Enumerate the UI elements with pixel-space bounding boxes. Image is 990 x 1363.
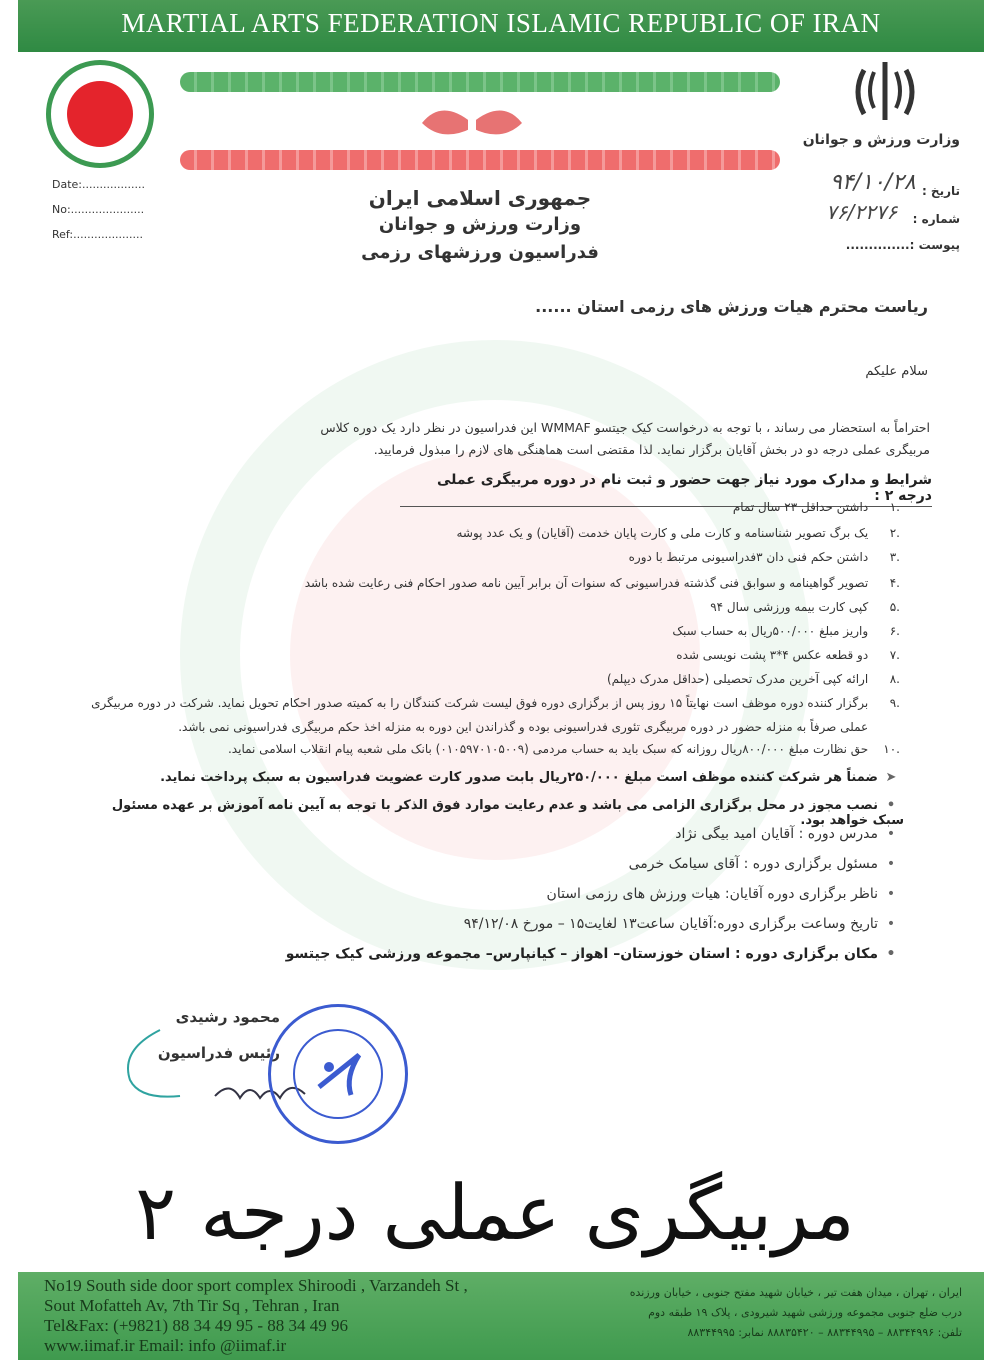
note-text: ضمناً هر شرکت کننده موظف است مبلغ ۲۵۰/۰۰۰ریال بابت صدور کارت عضویت فدراسیون به سبک پرداخت نماید.	[160, 770, 878, 785]
footer-web-en: www.iimaf.ir Email: info @iimaf.ir	[44, 1336, 287, 1355]
bullet-icon: •	[886, 886, 896, 902]
addressee: ریاست محترم هیات ورزش های رزمی استان ......	[535, 297, 928, 316]
bullet-icon: •	[886, 946, 896, 962]
seal-figure-icon	[311, 1047, 367, 1103]
footer-phone-fa: تلفن: ۸۸۳۴۴۹۹۶ – ۸۸۳۴۴۹۹۵ – ۸۸۸۳۵۴۲۰ نمابر: ۸۸۳۴۴۹۹۵	[687, 1326, 962, 1339]
requirement-number: .۹	[889, 696, 900, 710]
number-field: No:.....................	[52, 203, 145, 216]
requirement-number: .۱۰	[883, 742, 900, 756]
requirement-item	[60, 742, 900, 756]
requirement-item	[60, 526, 900, 540]
requirement-text: دو قطعه عکس ۴*۳ پشت نویسی شده	[676, 648, 869, 662]
requirement-text: کپی کارت بیمه ورزشی سال ۹۴	[710, 600, 869, 614]
intro-line: مربیگری عملی درجه دو در بخش آقایان برگزار نماید. لذا مقتضی است هماهنگی های لازم را مبذول فرمایید.	[373, 442, 930, 457]
requirement-text: واریز مبلغ ۵۰۰/۰۰۰ریال به حساب سبک	[672, 624, 869, 638]
footer-address-fa: درب ضلع جنوبی مجموعه ورزشی شهید شیرودی ، پلاک ۱۹ طبقه دوم	[648, 1306, 962, 1319]
course-detail-text: مسئول برگزاری دوره : آقای سیامک خرمی	[628, 856, 878, 872]
requirement-text: تصویر گواهینامه و سوابق فنی گذشته فدراسیونی که سنوات آن برابر آیین نامه صدور احکام فنی رعایت شده باشد	[304, 576, 869, 590]
course-detail	[200, 856, 904, 872]
requirement-text: عملی صرفاً به منزله حضور در دوره مربیگری تئوری فدراسیونی بوده و گذراندن این دوره به منزله اخذ حکم مربیگری فدراسیونی نمی باشد.	[178, 720, 869, 734]
note-line	[90, 770, 904, 785]
requirement-item	[60, 624, 900, 638]
requirement-number: .۶	[889, 624, 900, 638]
flag-green-stripe	[180, 72, 780, 92]
requirement-text: یک برگ تصویر شناسنامه و کارت ملی و کارت پایان خدمت (آقایان) و یک عدد پوشه	[456, 526, 869, 540]
greeting: سلام علیکم	[865, 364, 928, 379]
requirement-number: .۷	[889, 648, 900, 662]
course-detail	[200, 946, 904, 962]
ministry-label: وزارت ورزش و جوانان	[802, 132, 960, 148]
requirement-item	[60, 696, 900, 710]
bullet-icon: •	[886, 856, 896, 872]
intro-line: احتراماً به استحضار می رساند ، با توجه به درخواست کیک جیتسو WMMAF این فدراسیون در نظر دارد یک دوره کلاس	[320, 420, 930, 435]
requirement-text: حق نظارت مبلغ ۸۰۰/۰۰۰ریال روزانه که سبک باید به حساب مردمی (۰۱۰۵۹۷۰۱۰۵۰۰۹) بانک ملی شعبه پیام انقلاب اسلامی نماید.	[227, 742, 869, 756]
course-detail-text: تاریخ وساعت برگزاری دوره:آقایان ساعت۱۳ لغایت۱۵ – مورخ ۹۴/۱۲/۰۸	[463, 916, 878, 932]
header-line-ministry: وزارت ورزش و جوانان	[378, 214, 582, 235]
requirement-number: .۴	[889, 576, 900, 590]
signer-name: محمود رشیدی	[175, 1008, 280, 1026]
requirement-number: .۵	[889, 600, 900, 614]
footer-address-fa: ایران ، تهران ، میدان هفت تیر ، خیابان شهید مفتح جنوبی ، خیابان ورزنده	[629, 1286, 962, 1299]
requirement-text: داشتن حداقل ۲۳ سال تمام	[732, 500, 869, 514]
note-text: نصب مجوز در محل برگزاری الزامی می باشد و عدم رعایت موارد فوق الذکر با توجه به آیین نامه آموزش بر عهده مسئول سبک خواهد بود.	[111, 798, 904, 828]
requirement-text: ارائه کپی آخرین مدرک تحصیلی (حداقل مدرک دیپلم)	[606, 672, 869, 686]
federation-seal	[268, 1004, 408, 1144]
requirement-item	[60, 600, 900, 614]
date-field: Date:..................	[52, 178, 145, 191]
iran-emblem-icon	[412, 98, 532, 148]
course-detail	[200, 826, 904, 842]
requirement-number: .۲	[889, 526, 900, 540]
requirement-item	[60, 720, 900, 734]
handwritten-number: ۷۶/۲۲۷۶	[826, 200, 898, 224]
requirement-text: داشتن حکم فنی دان ۳فدراسیونی مرتبط با دوره	[628, 550, 869, 564]
ministry-emblem-icon	[850, 58, 920, 124]
bullet-icon: •	[886, 826, 896, 842]
requirement-item	[60, 500, 900, 514]
header-line-federation: فدراسیون ورزشهای رزمی	[361, 242, 599, 263]
attachment-label-fa: پیوست :..............	[845, 238, 960, 252]
date-label-fa: تاریخ :	[921, 184, 960, 198]
requirement-item	[60, 550, 900, 564]
note-line	[90, 798, 904, 828]
federation-logo	[46, 60, 154, 168]
federation-logo-core	[67, 81, 133, 147]
number-label-fa: شماره :	[912, 212, 960, 226]
requirement-item	[60, 672, 900, 686]
course-detail	[200, 916, 904, 932]
bullet-icon: •	[886, 916, 896, 932]
requirements-title: شرایط و مدارک مورد نیاز جهت حضور و ثبت نام در دوره مربیگری عملی درجه ۲ :	[400, 472, 932, 507]
requirement-number: .۳	[889, 550, 900, 564]
handwritten-date: ۹۴/۱۰/۲۸	[830, 170, 916, 195]
bullet-icon: ➤	[885, 770, 897, 785]
course-caption: مربیگری عملی درجه ۲	[135, 1168, 855, 1257]
footer-phone-en: Tel&Fax: (+9821) 88 34 49 95 - 88 34 49 96	[44, 1316, 348, 1335]
course-detail-text: مدرس دوره : آقایان امید بیگی نژاد	[675, 826, 878, 842]
requirement-item	[60, 648, 900, 662]
requirement-item	[60, 576, 900, 590]
course-detail-text: مکان برگزاری دوره : استان خوزستان– اهواز – کیانپارس– مجموعه ورزشی کیک جیتسو	[285, 946, 878, 962]
flag-red-stripe	[180, 150, 780, 170]
header-line-republic: جمهوری اسلامی ایران	[368, 186, 592, 210]
signer-title: رئیس فدراسیون	[157, 1044, 280, 1062]
course-detail-text: ناظر برگزاری دوره آقایان: هیات ورزش های رزمی استان	[546, 886, 878, 902]
requirement-number: .۸	[889, 672, 900, 686]
ref-field: Ref:....................	[52, 228, 144, 241]
requirement-number: .۱	[889, 500, 900, 514]
footer-address-en: Sout Mofatteh Av, 7th Tir Sq , Tehran , Iran	[44, 1296, 340, 1315]
footer-address-en: No19 South side door sport complex Shiroodi , Varzandeh St ,	[44, 1276, 468, 1295]
bullet-icon: •	[886, 798, 896, 813]
requirement-text: برگزار کننده دوره موظف است نهایتاً ۱۵ روز پس از برگزاری دوره فوق لیست شرکت کنندگان را به کمیته صدور احکام تحویل نماید. شرکت در دوره مربیگری	[91, 696, 869, 710]
banner-title: MARTIAL ARTS FEDERATION ISLAMIC REPUBLIC OF IRAN	[121, 8, 881, 38]
course-detail	[200, 886, 904, 902]
